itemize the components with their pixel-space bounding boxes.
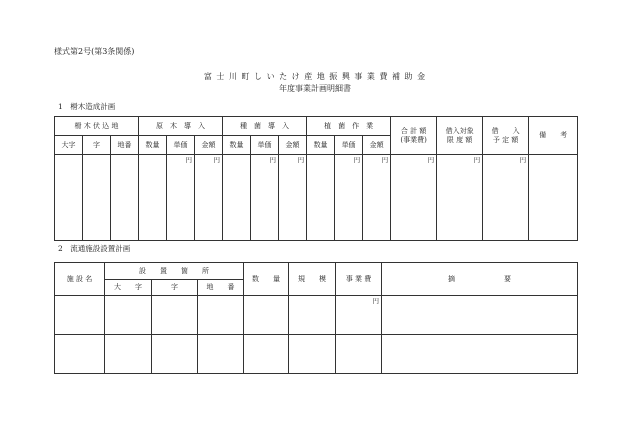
header-raw-wood: 原 木 導 入 (139, 117, 223, 136)
header-summary: 摘 要 (382, 263, 578, 296)
yen-unit[interactable]: 円 (391, 155, 437, 241)
subheader-cell: 地番 (111, 136, 139, 155)
yen-unit[interactable]: 円 (336, 296, 382, 335)
data-cell[interactable] (244, 335, 289, 374)
data-cell[interactable] (55, 335, 105, 374)
data-cell[interactable] (111, 155, 139, 241)
header-facility-name: 施 設 名 (55, 263, 105, 296)
data-cell[interactable] (223, 155, 251, 241)
subheader-oaza: 大 字 (105, 280, 152, 296)
subheader-cell: 数量 (223, 136, 251, 155)
header-total-line1: 合 計 額 (400, 126, 427, 135)
data-cell[interactable] (83, 155, 111, 241)
header-total (391, 117, 437, 155)
yen-unit[interactable]: 円 (437, 155, 483, 241)
header-quantity: 数 量 (244, 263, 289, 296)
facility-plan-table (54, 262, 578, 374)
log-plan-table (54, 116, 578, 241)
subheader-cell: 数量 (307, 136, 335, 155)
document-subtitle: 年度事業計画明細書 (279, 84, 351, 93)
data-cell[interactable] (529, 155, 578, 241)
yen-unit[interactable]: 円 (363, 155, 391, 241)
subheader-aza: 字 (152, 280, 198, 296)
section1-heading: 1 榾木造成計画 (58, 102, 116, 111)
data-cell[interactable] (152, 296, 198, 335)
section2-heading: 2 流通施設設置計画 (58, 244, 131, 253)
data-cell[interactable] (382, 296, 578, 335)
header-total-line2: (事業費) (400, 135, 427, 144)
data-cell[interactable] (244, 296, 289, 335)
data-cell[interactable] (289, 296, 336, 335)
data-cell[interactable] (105, 335, 152, 374)
subheader-cell: 金額 (195, 136, 223, 155)
subheader-cell: 数量 (139, 136, 167, 155)
header-loan-limit (437, 117, 483, 155)
form-number: 様式第2号(第3条関係) (54, 47, 135, 56)
header-seed-fungus: 種 菌 導 入 (223, 117, 307, 136)
subheader-cell: 大字 (55, 136, 83, 155)
header-cost: 事 業 費 (336, 263, 382, 296)
header-log-site: 榾 木 伏 込 地 (55, 117, 139, 136)
data-cell[interactable] (198, 335, 244, 374)
data-cell[interactable] (139, 155, 167, 241)
subheader-chiban: 地 番 (198, 280, 244, 296)
data-cell[interactable] (105, 296, 152, 335)
data-cell[interactable] (55, 155, 83, 241)
yen-unit[interactable]: 円 (195, 155, 223, 241)
subheader-cell: 単価 (335, 136, 363, 155)
document-title: 富 士 川 町 し い た け 産 地 振 興 事 業 費 補 助 金 (203, 72, 427, 81)
subheader-cell: 金額 (363, 136, 391, 155)
subheader-cell: 単価 (251, 136, 279, 155)
header-loan-limit-line2: 限 度 額 (446, 135, 473, 144)
header-loan-limit-line1: 借入対象 (445, 126, 474, 135)
yen-unit[interactable]: 円 (483, 155, 529, 241)
data-cell[interactable] (198, 296, 244, 335)
yen-unit[interactable]: 円 (335, 155, 363, 241)
header-remarks: 備 考 (529, 117, 578, 155)
yen-unit[interactable]: 円 (167, 155, 195, 241)
header-scale: 規 模 (289, 263, 336, 296)
header-loan-planned (483, 117, 529, 155)
header-loan-planned-line2: 予 定 額 (492, 135, 519, 144)
yen-unit[interactable]: 円 (279, 155, 307, 241)
header-location: 設 置 箇 所 (105, 263, 244, 280)
data-cell[interactable] (289, 335, 336, 374)
data-cell[interactable] (55, 296, 105, 335)
data-cell[interactable] (382, 335, 578, 374)
yen-unit[interactable]: 円 (251, 155, 279, 241)
data-cell[interactable] (336, 335, 382, 374)
header-loan-planned-line1: 借 入 (491, 126, 520, 135)
subheader-cell: 字 (83, 136, 111, 155)
subheader-cell: 金額 (279, 136, 307, 155)
data-cell[interactable] (152, 335, 198, 374)
data-cell[interactable] (307, 155, 335, 241)
header-inoculation: 植 菌 作 業 (307, 117, 391, 136)
subheader-cell: 単価 (167, 136, 195, 155)
